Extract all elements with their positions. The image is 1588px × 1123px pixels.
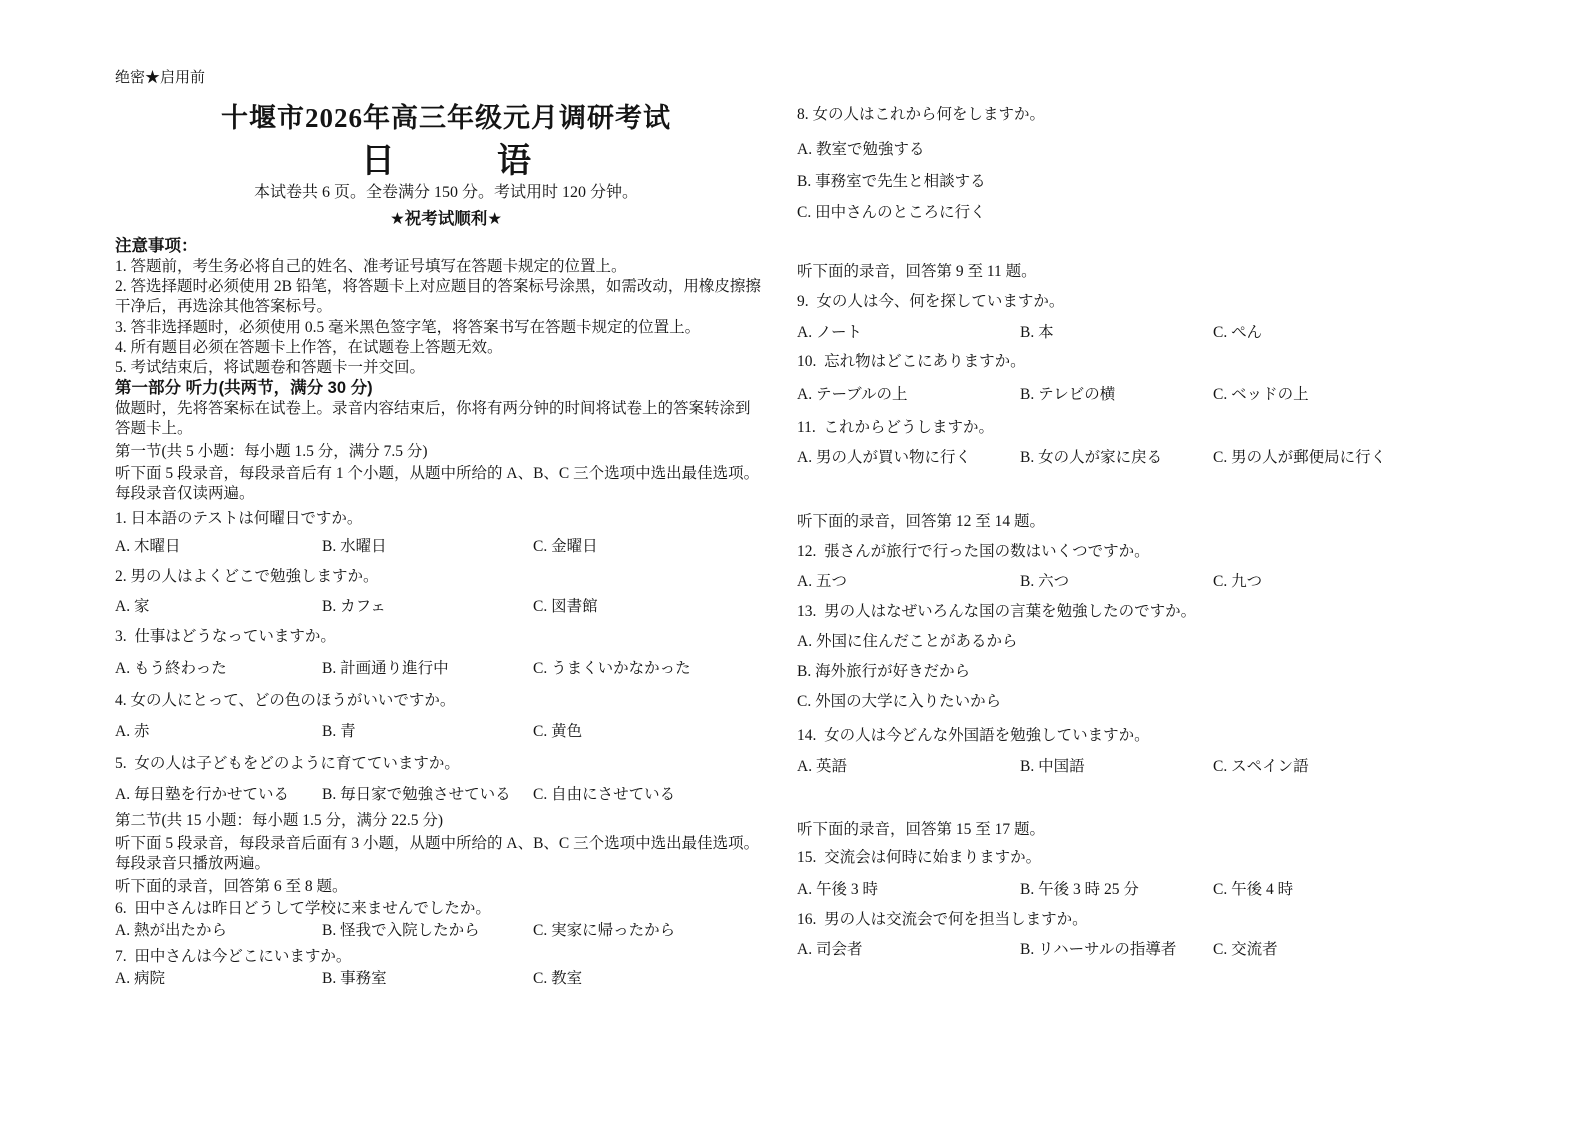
option-a: A. もう終わった [115,660,227,677]
question-8-option-c: C. 田中さんのところに行く [797,204,986,221]
option-c: C. 金曜日 [533,538,598,555]
listening-prompt-15-17: 听下面的录音，回答第 15 至 17 题。 [797,821,1046,838]
option-b: B. 女の人が家に戻る [1020,449,1163,466]
option-b: B. 怪我で入院したから [322,922,480,939]
option-c: C. 交流者 [1213,941,1278,958]
listening-prompt-9-11: 听下面的录音，回答第 9 至 11 题。 [797,263,1037,280]
question-14-options [797,757,1397,777]
option-c: C. 男の人が郵便局に行く [1213,449,1387,466]
option-b: B. 青 [322,723,356,740]
question-8-option-b: B. 事務室で先生と相談する [797,173,986,190]
notice-line-2: 2. 答选择题时必须使用 2B 铅笔，将答题卡上对应题目的答案标号涂黑，如需改动，用橡皮擦擦 [115,278,761,295]
question-9-text: 9. 女の人は今、何を探していますか。 [797,293,1065,310]
option-c: C. ぺん [1213,324,1263,341]
right-column [797,95,1397,960]
question-11-options [797,448,1397,468]
option-c: C. ベッドの上 [1213,386,1309,403]
option-b: B. テレビの横 [1020,386,1116,403]
section1-title: 第一节(共 5 小题：每小题 1.5 分，满分 7.5 分) [115,443,428,460]
question-3-text: 3. 仕事はどうなっていますか。 [115,628,336,645]
question-6-options [115,921,777,941]
question-12-text: 12. 張さんが旅行で行った国の数はいくつですか。 [797,543,1150,560]
option-a: A. テーブルの上 [797,386,908,403]
option-a: A. 赤 [115,723,150,740]
question-7-options [115,969,777,989]
option-a: A. 家 [115,598,150,615]
option-c: C. 黄色 [533,723,583,740]
option-a: A. 午後 3 時 [797,881,878,898]
question-13-option-b: B. 海外旅行が好きだから [797,663,971,680]
part1-intro-line-1: 做题时，先将答案标在试卷上。录音内容结束后，你将有两分钟的时间将试卷上的答案转涂到 [115,400,751,417]
question-8-option-a: A. 教室で勉強する [797,141,925,158]
listening-prompt-6-8: 听下面的录音，回答第 6 至 8 题。 [115,878,348,895]
option-c: C. うまくいかなかった [533,660,691,677]
option-a: A. 毎日塾を行かせている [115,786,289,803]
left-column [115,95,777,989]
section2-title: 第二节(共 15 小题：每小题 1.5 分，满分 22.5 分) [115,812,444,829]
notice-line-3: 3. 答非选择题时，必须使用 0.5 毫米黑色签字笔，将答案书写在答题卡规定的位置上。 [115,319,701,336]
notice-heading: 注意事项： [115,237,198,255]
option-b: B. 毎日家で勉強させている [322,786,511,803]
question-7-text: 7. 田中さんは今どこにいますか。 [115,948,352,965]
classification-label: 绝密★启用前 [115,70,206,86]
question-13-option-a: A. 外国に住んだことがあるから [797,633,1018,650]
part1-intro-line-2: 答题卡上。 [115,420,193,437]
option-a: A. 司会者 [797,941,863,958]
question-6-text: 6. 田中さんは昨日どうして学校に来ませんでしたか。 [115,900,491,917]
subject-title: 日 语 [361,143,531,180]
question-10-text: 10. 忘れ物はどこにありますか。 [797,353,1026,370]
option-b: B. カフェ [322,598,386,615]
option-c: C. 実家に帰ったから [533,922,676,939]
option-c: C. スペイン語 [1213,758,1309,775]
question-5-options [115,785,777,805]
notice-line-2b: 干净后，再选涂其他答案标号。 [115,298,333,315]
option-a: A. 五つ [797,573,847,590]
option-b: B. 午後 3 時 25 分 [1020,881,1139,898]
notice-line-4: 4. 所有题目必须在答题卡上作答，在试题卷上答题无效。 [115,339,503,356]
good-luck-banner: ★祝考试顺利★ [389,210,503,228]
question-2-options [115,597,777,617]
question-15-options [797,880,1397,900]
question-5-text: 5. 女の人は子どもをどのように育てていますか。 [115,755,460,772]
question-16-options [797,940,1397,960]
option-b: B. 六つ [1020,573,1070,590]
question-4-options [115,722,777,742]
question-12-options [797,572,1397,592]
part1-heading: 第一部分 听力(共两节，满分 30 分) [115,379,373,397]
option-b: B. リハーサルの指導者 [1020,941,1177,958]
option-a: A. 英語 [797,758,847,775]
section1-desc-line-1: 听下面 5 段录音，每段录音后有 1 个小题，从题中所给的 A、B、C 三个选项中选出最佳选项。 [115,465,760,482]
option-b: B. 水曜日 [322,538,387,555]
option-c: C. 九つ [1213,573,1263,590]
option-a: A. ノート [797,324,862,341]
question-9-options [797,323,1397,343]
question-1-options [115,537,777,557]
section2-desc-line-2: 每段录音只播放两遍。 [115,855,271,872]
option-c: C. 教室 [533,970,583,987]
question-16-text: 16. 男の人は交流会で何を担当しますか。 [797,911,1088,928]
option-c: C. 午後 4 時 [1213,881,1294,898]
section1-desc-line-2: 每段录音仅读两遍。 [115,485,255,502]
question-14-text: 14. 女の人は今どんな外国語を勉強していますか。 [797,727,1150,744]
question-13-option-c: C. 外国の大学に入りたいから [797,693,1002,710]
exam-title: 十堰市2026年高三年级元月调研考试 [221,103,671,133]
question-13-text: 13. 男の人はなぜいろんな国の言葉を勉強したのですか。 [797,603,1197,620]
question-4-text: 4. 女の人にとって、どの色のほうがいいですか。 [115,692,456,709]
question-15-text: 15. 交流会は何時に始まりますか。 [797,849,1042,866]
exam-info-line: 本试卷共 6 页。全卷满分 150 分。考试用时 120 分钟。 [253,184,638,201]
option-a: A. 男の人が買い物に行く [797,449,971,466]
question-3-options [115,659,777,679]
question-2-text: 2. 男の人はよくどこで勉強しますか。 [115,568,379,585]
option-a: A. 病院 [115,970,165,987]
option-b: B. 計画通り進行中 [322,660,449,677]
option-b: B. 事務室 [322,970,387,987]
option-c: C. 自由にさせている [533,786,676,803]
notice-line-5: 5. 考试结束后，将试题卷和答题卡一并交回。 [115,359,426,376]
listening-prompt-12-14: 听下面的录音，回答第 12 至 14 题。 [797,513,1046,530]
option-b: B. 本 [1020,324,1054,341]
option-b: B. 中国語 [1020,758,1085,775]
option-a: A. 木曜日 [115,538,181,555]
option-a: A. 熱が出たから [115,922,227,939]
question-11-text: 11. これからどうしますか。 [797,419,995,436]
question-8-text: 8. 女の人はこれから何をしますか。 [797,106,1046,123]
question-1-text: 1. 日本語のテストは何曜日ですか。 [115,510,363,527]
section2-desc-line-1: 听下面 5 段录音，每段录音后面有 3 小题，从题中所给的 A、B、C 三个选项中选出最佳选项。 [115,835,760,852]
option-c: C. 図書館 [533,598,598,615]
question-10-options [797,385,1397,405]
notice-line-1: 1. 答题前，考生务必将自己的姓名、准考证号填写在答题卡规定的位置上。 [115,258,627,275]
